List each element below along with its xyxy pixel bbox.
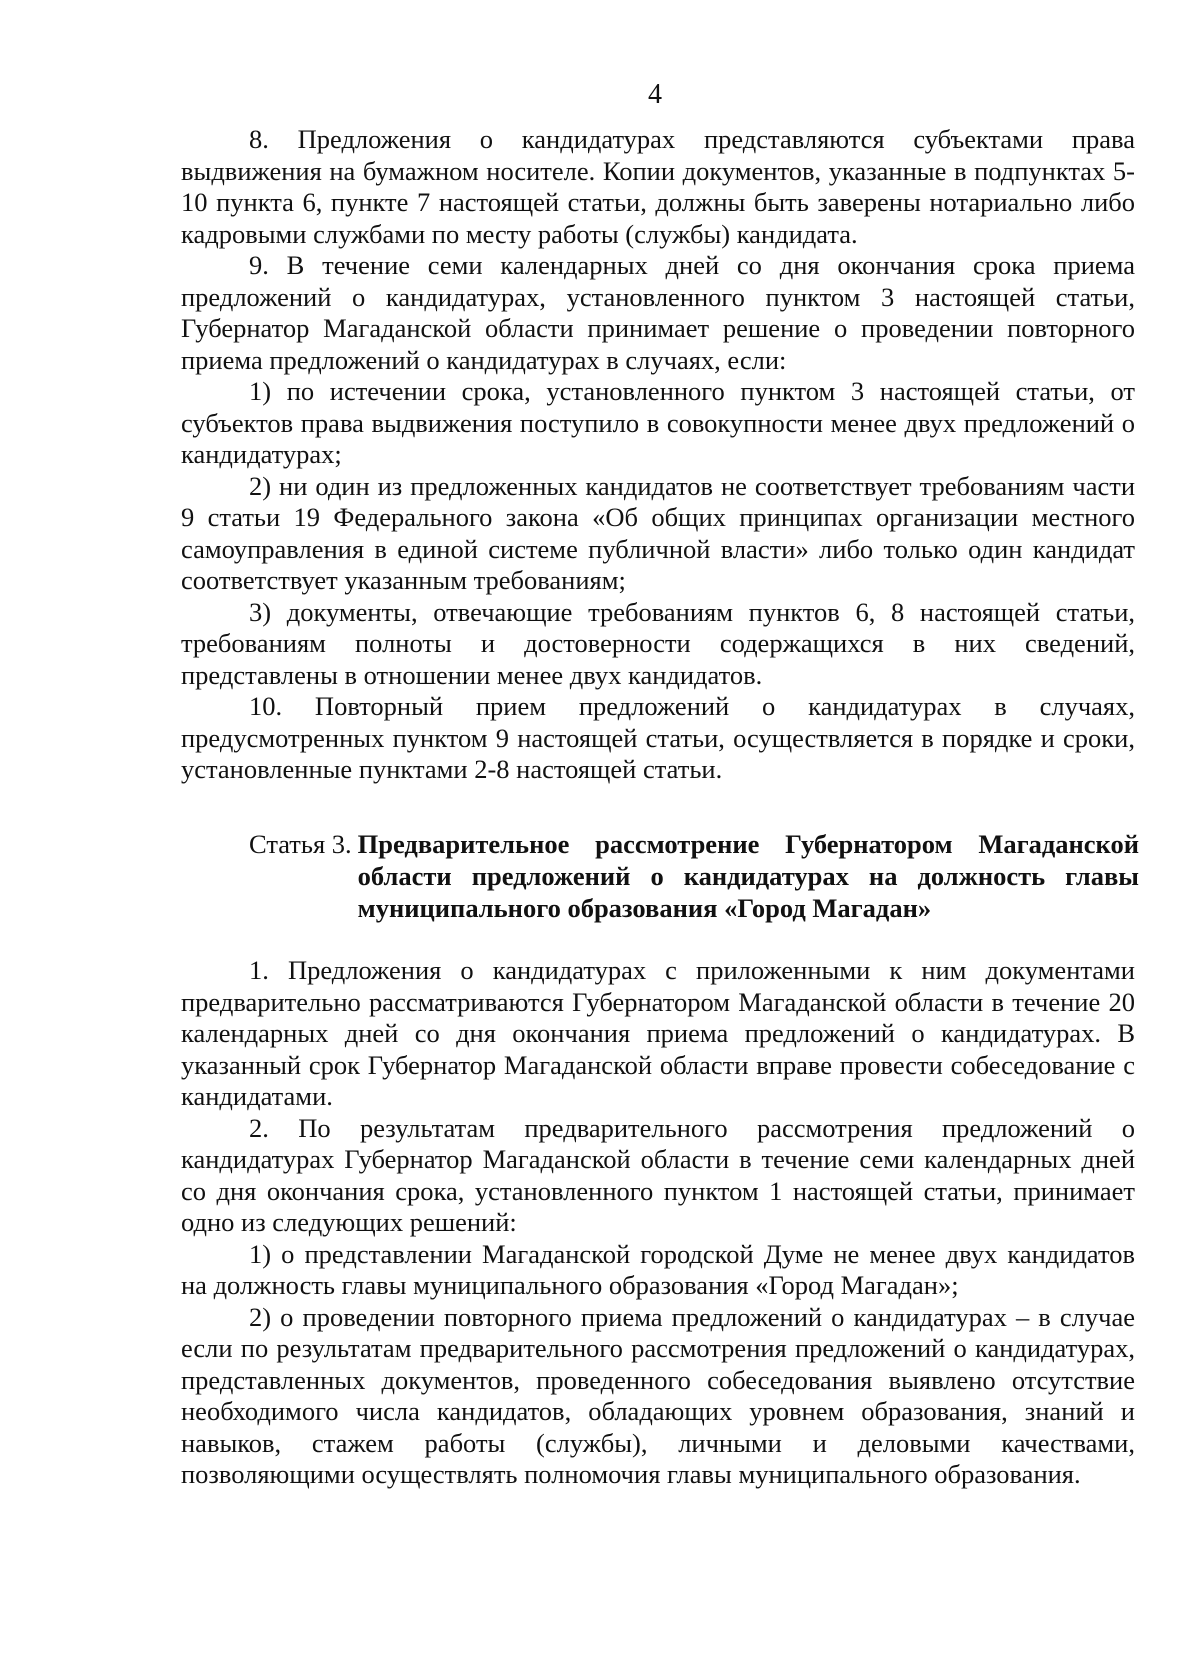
paragraph-9: 9. В течение семи календарных дней со дня окончания срока приема предложений о кандидатурах, установленного пунктом 3 настоящей статьи, Губернатор Магаданской области принимает решение о проведении повторного приема предложений о кандидатурах в случаях, если: [181, 250, 1135, 375]
paragraph-10: 10. Повторный прием предложений о кандидатурах в случаях, предусмотренных пунктом 9 настоящей статьи, осуществляется в порядке и сроки, установленные пунктами 2-8 настоящей статьи. [181, 691, 1135, 784]
article-3-paragraph-2-item-2: 2) о проведении повторного приема предложений о кандидатурах – в случае если по результатам предварительного рассмотрения предложений о кандидатурах, представленных документов, проведенного собеседования выявлено отсутствие необходимого числа кандидатов, обладающих уровнем образования, знаний и навыков, стажем работы (службы), личными и деловыми качествами, позволяющими осуществлять полномочия главы муниципального образования. [181, 1301, 1135, 1489]
article-title: Предварительное рассмотрение Губернатором Магаданской области предложений о кандидатурах на должность главы муниципального образования «Город Магадан» [357, 829, 1139, 923]
article-label: Статья 3. [249, 829, 352, 859]
article-3-paragraph-1: 1. Предложения о кандидатурах с приложенными к ним документами предварительно рассматриваются Губернатором Магаданской области в течение 20 календарных дней со дня окончания приема предложений о кандидатурах. В указанный срок Губернатор Магаданской области вправе провести собеседование с кандидатами. [181, 955, 1135, 1111]
article-3-paragraph-2-item-1: 1) о представлении Магаданской городской Думе не менее двух кандидатов на должность главы муниципального образования «Город Магадан»; [181, 1238, 1135, 1300]
paragraph-9-item-1: 1) по истечении срока, установленного пунктом 3 настоящей статьи, от субъектов права выдвижения поступило в совокупности менее двух предложений о кандидатурах; [181, 376, 1135, 469]
paragraph-9-item-3: 3) документы, отвечающие требованиям пунктов 6, 8 настоящей статьи, требованиям полноты и достоверности содержащихся в них сведений, представлены в отношении менее двух кандидатов. [181, 596, 1135, 690]
article-3-paragraph-2: 2. По результатам предварительного рассмотрения предложений о кандидатурах Губернатор Магаданской области в течение семи календарных дней со дня окончания срока, установленного пунктом 1 настоящей статьи, принимает одно из следующих решений: [181, 1112, 1135, 1237]
paragraph-8: 8. Предложения о кандидатурах представляются субъектами права выдвижения на бумажном носителе. Копии документов, указанные в подпунктах 5-10 пункта 6, пункте 7 настоящей статьи, должны быть заверены нотариально либо кадровыми службами по месту работы (службы) кандидата. [181, 124, 1135, 249]
paragraph-9-item-2: 2) ни один из предложенных кандидатов не соответствует требованиям части 9 статьи 19 Федерального закона «Об общих принципах организации местного самоуправления в единой системе публичной власти» либо только один кандидат соответствует указанным требованиям; [181, 470, 1135, 595]
page-number: 4 [648, 79, 662, 110]
article-3-body [181, 955, 1135, 1491]
article-2-continuation [181, 124, 1135, 786]
article-3-heading [249, 828, 1139, 924]
